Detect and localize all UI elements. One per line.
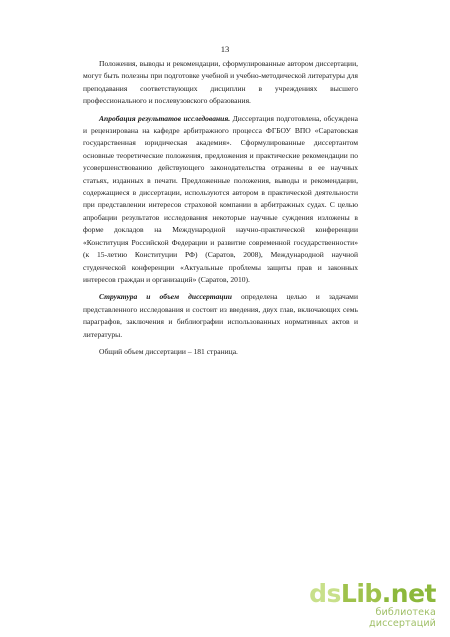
page-number: 13	[220, 44, 230, 54]
paragraph-approbation	[83, 113, 358, 287]
paragraph-text: Общий объем диссертации – 181 страница.	[99, 346, 238, 356]
document-body	[83, 58, 358, 363]
dslib-logo: dsLib.net	[309, 579, 436, 608]
paragraph-text: определена целью и задачами представленного исследования и состоит из введения, двух глав, включающих семь параграфов, заключения и библиографии использованных нормативных актов и литературы.	[83, 292, 358, 339]
paragraph-structure	[83, 291, 358, 341]
paragraph-volume	[83, 346, 358, 358]
paragraph-lead: Структура и объем диссертации	[99, 292, 232, 302]
paragraph-text: Диссертация подготовлена, обсуждена и рецензирована на кафедре арбитражного процесса ФГБОУ ВПО «Саратовская государственная юридическая академия». Сформулированные диссертантом основные теоретические положения, предложения и практические рекомендации по усовершенствованию действующего законодательства отражены в ее научных статьях, изданных в печати. Предложенные положения, выводы и рекомендации, содержащиеся в диссертации, используются автором в практической деятельности при представлении интересов страховой компании в арбитражных судах. С целью апробации результатов исследования некоторые научные суждения изложены в форме докладов на Международной научно-практической конференции «Конституция Российской Федерации и развитие современной государственности» (к 15-летию Конституции РФ) (Саратов, 2008), Международной научной студенческой конференции «Актуальные проблемы защиты прав и законных интересов граждан и организаций» (Саратов, 2010).	[83, 113, 359, 284]
dslib-watermark	[306, 581, 436, 629]
paragraph-text: Положения, выводы и рекомендации, сформулированные автором диссертации, могут быть полезны при подготовке учебной и учебно-методической литературы для преподавания соответствующих дисциплин в учреждениях высшего профессионального и послевузовского образования.	[83, 59, 358, 106]
dslib-subtitle: библиотека диссертаций	[369, 607, 436, 629]
paragraph-lead: Апробация результатов исследования.	[99, 113, 231, 123]
paragraph-practical-significance	[83, 58, 358, 108]
